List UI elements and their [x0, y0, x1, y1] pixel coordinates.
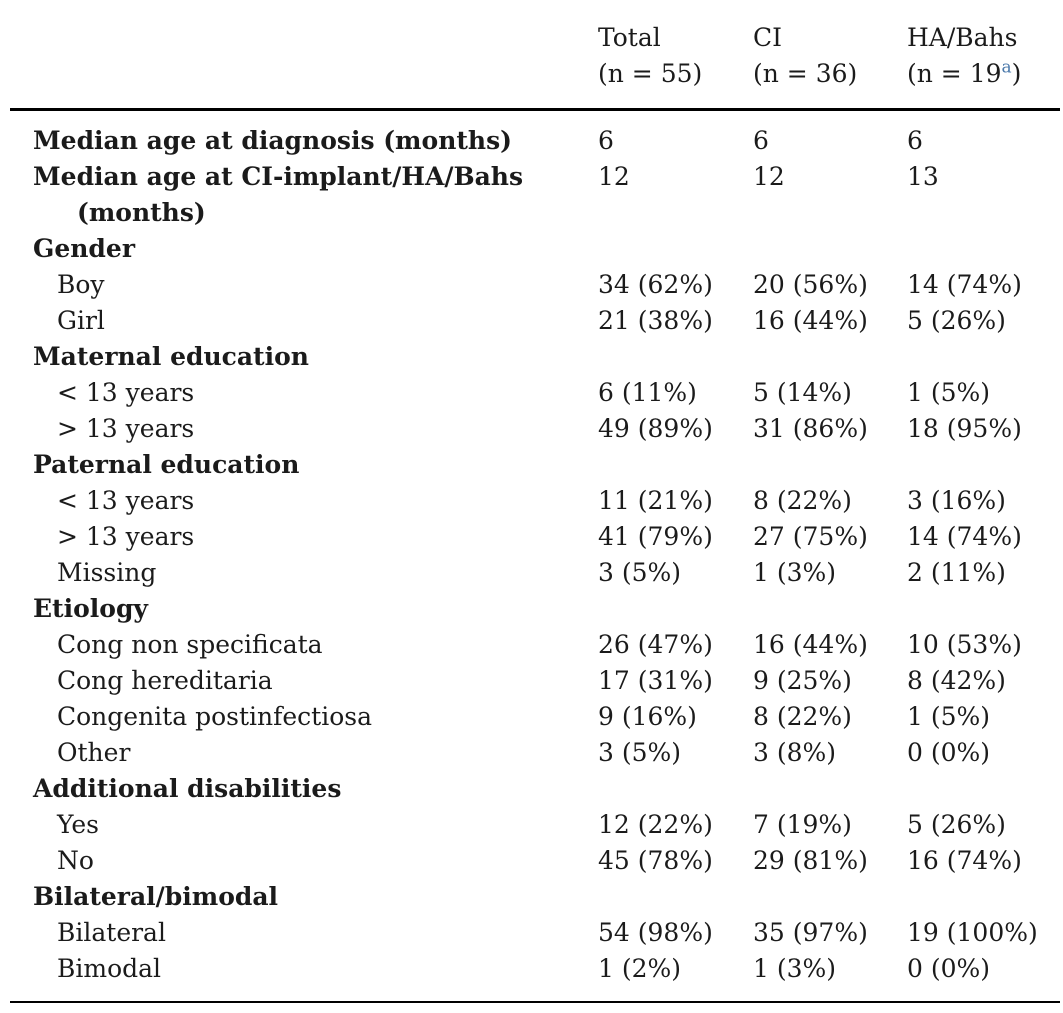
section-header-row — [10, 771, 1060, 807]
demographics-table — [10, 12, 1060, 1003]
cell-value: 12 — [753, 162, 785, 191]
cell-value — [598, 447, 753, 483]
section-header-row — [10, 879, 1060, 915]
cell-value: 29 (81%) — [753, 846, 868, 875]
row-label-continuation: (months) — [77, 198, 206, 227]
data-row — [10, 375, 1060, 411]
cell-value: 13 — [907, 162, 939, 191]
cell-value: 14 (74%) — [907, 270, 1022, 299]
data-row — [10, 555, 1060, 591]
row-label — [10, 411, 598, 447]
cell-value: 3 (16%) — [907, 486, 1006, 515]
section-header-row — [10, 339, 1060, 375]
cell-value: 6 — [598, 126, 614, 155]
cell-value: 31 (86%) — [753, 414, 868, 443]
cell-value: 1 (5%) — [907, 378, 991, 407]
row-label — [10, 303, 598, 339]
column-title: Total — [598, 23, 661, 52]
data-row — [10, 735, 1060, 771]
header-row — [10, 12, 1060, 110]
cell-value: 7 (19%) — [753, 810, 852, 839]
cell-value — [598, 231, 753, 267]
cell-value: 41 (79%) — [598, 522, 713, 551]
cell-value — [598, 771, 753, 807]
cell-value: 26 (47%) — [598, 630, 713, 659]
cell-value: 5 (26%) — [907, 306, 1006, 335]
cell-value: 8 (22%) — [753, 486, 852, 515]
cell-value — [907, 771, 1060, 807]
cell-value — [907, 879, 1060, 915]
cell-value — [598, 879, 753, 915]
row-label-text: Cong hereditaria — [57, 666, 273, 695]
data-row — [10, 303, 1060, 339]
cell-value — [753, 231, 907, 267]
row-label-text: Missing — [57, 558, 157, 587]
row-label-text: Other — [57, 738, 131, 767]
section-header-row — [10, 447, 1060, 483]
row-label-text: > 13 years — [57, 522, 195, 551]
data-row — [10, 699, 1060, 735]
data-row — [10, 483, 1060, 519]
cell-value: 16 (44%) — [753, 306, 868, 335]
data-row — [10, 411, 1060, 447]
column-header-total — [598, 12, 753, 110]
column-n-suffix: ) — [1011, 59, 1022, 88]
row-label — [10, 951, 598, 1002]
row-label-text: > 13 years — [57, 414, 195, 443]
cell-value — [907, 231, 1060, 267]
cell-value — [753, 447, 907, 483]
cell-value — [753, 879, 907, 915]
row-label-text: Congenita postinfectiosa — [57, 702, 372, 731]
row-label-text: Yes — [57, 810, 99, 839]
cell-value: 10 (53%) — [907, 630, 1022, 659]
row-label — [10, 267, 598, 303]
cell-value — [753, 339, 907, 375]
cell-value: 3 (8%) — [753, 738, 837, 767]
row-label — [10, 375, 598, 411]
cell-value: 3 (5%) — [598, 558, 682, 587]
row-label-text: Etiology — [33, 594, 148, 623]
row-label — [10, 699, 598, 735]
row-label-text: No — [57, 846, 94, 875]
cell-value: 16 (74%) — [907, 846, 1022, 875]
column-title: HA/Bahs — [907, 23, 1018, 52]
cell-value — [753, 591, 907, 627]
row-label — [10, 807, 598, 843]
data-row — [10, 267, 1060, 303]
row-label-text: Boy — [57, 270, 105, 299]
column-header-ha-bahs — [907, 12, 1060, 110]
cell-value: 8 (42%) — [907, 666, 1006, 695]
row-label — [10, 663, 598, 699]
empty-header-cell — [10, 12, 598, 110]
table-body — [10, 110, 1060, 1003]
cell-value: 49 (89%) — [598, 414, 713, 443]
row-label — [10, 231, 598, 267]
row-label — [10, 447, 598, 483]
row-label-text: Girl — [57, 306, 105, 335]
data-row — [10, 951, 1060, 1002]
cell-value — [907, 447, 1060, 483]
row-label-text: Median age at CI-implant/HA/Bahs — [33, 162, 524, 191]
cell-value: 45 (78%) — [598, 846, 713, 875]
cell-value: 11 (21%) — [598, 486, 713, 515]
cell-value: 1 (3%) — [753, 558, 837, 587]
cell-value: 12 (22%) — [598, 810, 713, 839]
cell-value: 21 (38%) — [598, 306, 713, 335]
cell-value: 16 (44%) — [753, 630, 868, 659]
row-label-text: Paternal education — [33, 450, 300, 479]
row-label-text: Bilateral — [57, 918, 166, 947]
row-label — [10, 519, 598, 555]
section-header-row — [10, 231, 1060, 267]
row-label — [10, 879, 598, 915]
cell-value: 14 (74%) — [907, 522, 1022, 551]
row-label-text: Bimodal — [57, 954, 162, 983]
cell-value: 5 (26%) — [907, 810, 1006, 839]
cell-value: 5 (14%) — [753, 378, 852, 407]
cell-value: 54 (98%) — [598, 918, 713, 947]
cell-value: 1 (3%) — [753, 954, 837, 983]
row-label — [10, 915, 598, 951]
row-label — [10, 771, 598, 807]
cell-value: 20 (56%) — [753, 270, 868, 299]
cell-value — [598, 591, 753, 627]
cell-value: 9 (25%) — [753, 666, 852, 695]
cell-value: 6 (11%) — [598, 378, 697, 407]
cell-value: 6 — [907, 126, 923, 155]
row-label-text: Additional disabilities — [33, 774, 342, 803]
cell-value: 35 (97%) — [753, 918, 868, 947]
cell-value: 1 (2%) — [598, 954, 682, 983]
row-label — [10, 843, 598, 879]
row-label — [10, 627, 598, 663]
row-label-text: Bilateral/bimodal — [33, 882, 279, 911]
row-label — [10, 555, 598, 591]
cell-value: 9 (16%) — [598, 702, 697, 731]
cell-value: 1 (5%) — [907, 702, 991, 731]
row-label — [10, 110, 598, 160]
cell-value — [753, 771, 907, 807]
cell-value — [907, 339, 1060, 375]
row-label-text: Gender — [33, 234, 135, 263]
cell-value: 0 (0%) — [907, 954, 991, 983]
row-label-text: < 13 years — [57, 486, 195, 515]
column-n — [907, 59, 1021, 88]
cell-value: 3 (5%) — [598, 738, 682, 767]
data-row — [10, 843, 1060, 879]
section-header-row — [10, 591, 1060, 627]
cell-value: 17 (31%) — [598, 666, 713, 695]
data-row — [10, 807, 1060, 843]
row-label-text: Maternal education — [33, 342, 309, 371]
data-row — [10, 663, 1060, 699]
cell-value: 27 (75%) — [753, 522, 868, 551]
cell-value: 19 (100%) — [907, 918, 1038, 947]
row-label-text: Median age at diagnosis (months) — [33, 126, 512, 155]
column-title: CI — [753, 23, 783, 52]
row-label — [10, 339, 598, 375]
cell-value: 6 — [753, 126, 769, 155]
footnote-marker-a: a — [1001, 57, 1012, 78]
cell-value — [907, 591, 1060, 627]
row-label-text: < 13 years — [57, 378, 195, 407]
cell-value: 2 (11%) — [907, 558, 1006, 587]
row-label — [10, 159, 598, 231]
data-row — [10, 110, 1060, 160]
row-label-text: Cong non specificata — [57, 630, 323, 659]
cell-value: 12 — [598, 162, 630, 191]
data-row — [10, 627, 1060, 663]
table-header — [10, 12, 1060, 110]
cell-value: 0 (0%) — [907, 738, 991, 767]
cell-value — [598, 339, 753, 375]
row-label — [10, 591, 598, 627]
data-row — [10, 519, 1060, 555]
cell-value: 34 (62%) — [598, 270, 713, 299]
row-label — [10, 483, 598, 519]
column-n: (n = 36) — [753, 59, 858, 88]
data-row — [10, 159, 1060, 231]
row-label — [10, 735, 598, 771]
data-row — [10, 915, 1060, 951]
column-header-ci — [753, 12, 907, 110]
cell-value: 18 (95%) — [907, 414, 1022, 443]
column-n: (n = 55) — [598, 59, 703, 88]
cell-value: 8 (22%) — [753, 702, 852, 731]
column-n-prefix: (n = 19 — [907, 59, 1002, 88]
